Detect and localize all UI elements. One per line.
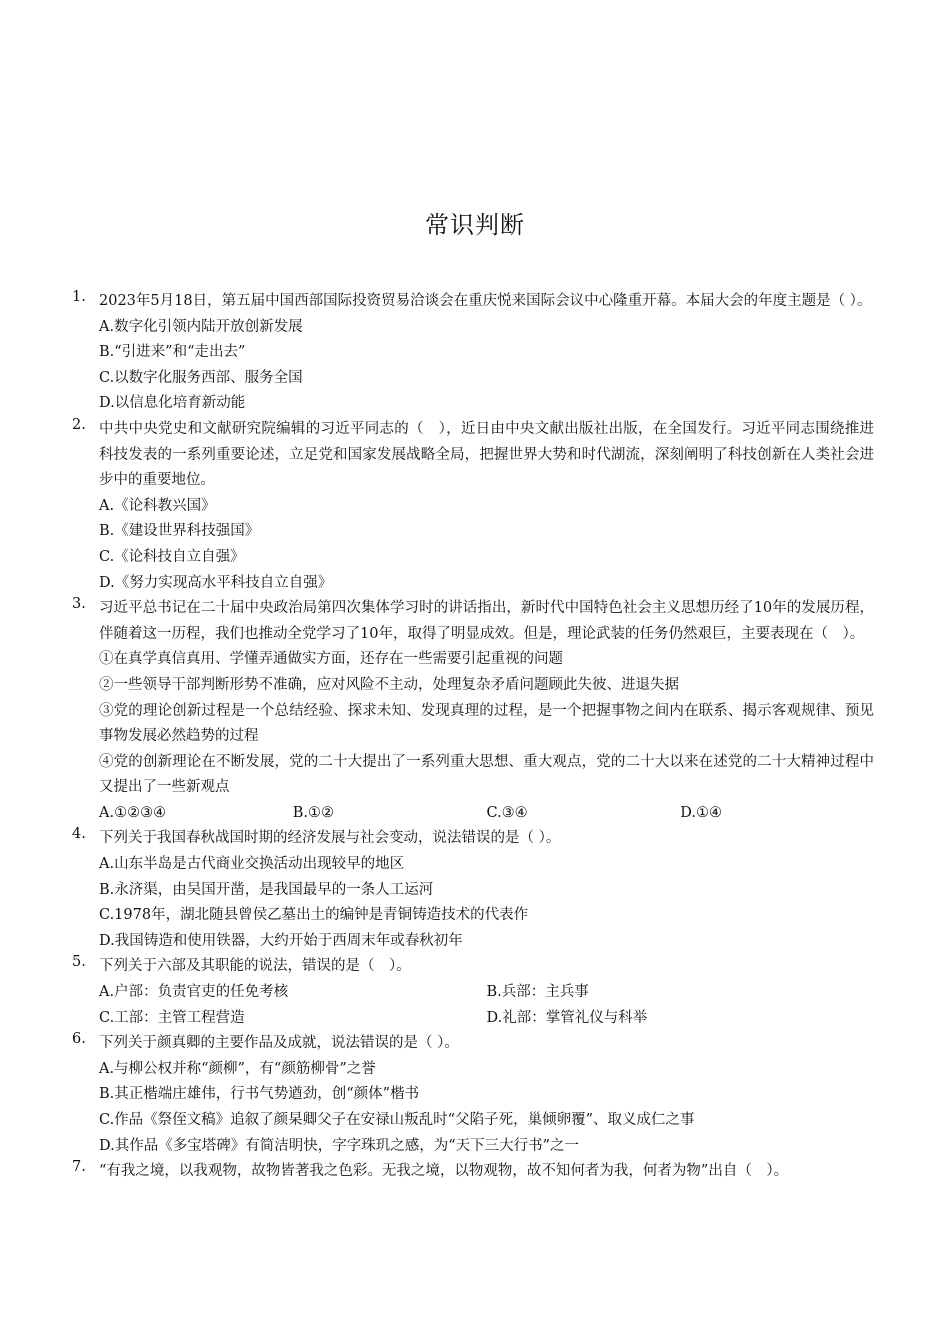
option-a: A.与柳公权并称“颜柳”，有“颜筋柳骨”之誉 — [99, 1060, 376, 1077]
question-stem: 下列关于我国春秋战国时期的经济发展与社会变动，说法错误的是（ ）。 — [99, 830, 561, 847]
question-stem: 习近平总书记在二十届中央政治局第四次集体学习时的讲话指出，新时代中国特色社会主义思想历经了10年的发展历程，伴随着这一历程，我们也推动全党学习了10年，取得了明显成效。但是，理论武装的任务仍然艰巨，主要表现在（ ）。 — [99, 600, 874, 642]
option-a: A.数字化引领内陆开放创新发展 — [99, 318, 303, 335]
question-6 — [70, 1031, 874, 1159]
statement-3: ③党的理论创新过程是一个总结经验、探求未知、发现真理的过程，是一个把握事物之间内在联系、揭示客观规律、预见事物发展必然趋势的过程 — [99, 702, 874, 745]
option-c: C.③④ — [486, 804, 528, 821]
statement-2: ②一些领导干部判断形势不准确，应对风险不主动，处理复杂矛盾问题顾此失彼、进退失据 — [99, 676, 679, 693]
question-stem: 中共中央党史和文献研究院编辑的习近平同志的（ ），近日由中央文献出版社出版，在全国发行。习近平同志围绕推进科技发表的一系列重要论述，立足党和国家发展战略全局，把握世界大势和时代湖流，深刻阐明了科技创新在人类社会进步中的重要地位。 — [99, 420, 874, 489]
question-list — [70, 289, 874, 1185]
option-d: D.礼部：掌管礼仪与科举 — [486, 1009, 648, 1026]
option-a: A.①②③④ — [99, 804, 167, 821]
option-b: B.永济渠，由吴国开凿，是我国最早的一条人工运河 — [99, 881, 434, 898]
question-number: 4. — [72, 826, 86, 843]
option-a: A.山东半岛是古代商业交换活动出现较早的地区 — [99, 856, 405, 873]
option-b: B.兵部：主兵事 — [486, 984, 589, 1001]
question-3 — [70, 596, 874, 826]
question-5 — [70, 954, 874, 1031]
question-number: 5. — [72, 954, 86, 971]
option-c: C.1978年，湖北随县曾侯乙墓出土的编钟是青铜铸造技术的代表作 — [99, 907, 529, 924]
option-c: C.作品《祭侄文稿》追叙了颜杲卿父子在安禄山叛乱时“父陷子死，巢倾卵覆”、取义成仁之事 — [99, 1112, 695, 1128]
question-stem: 下列关于颜真卿的主要作品及成就，说法错误的是（ ）。 — [99, 1035, 459, 1052]
question-stem: 下列关于六部及其职能的说法，错误的是（ ）。 — [99, 958, 411, 975]
option-c: C.工部：主管工程营造 — [99, 1009, 245, 1026]
question-number: 1. — [72, 289, 86, 305]
question-4 — [70, 826, 874, 954]
option-b: B.其正楷端庄雄伟，行书气势遒劲，创“颜体”楷书 — [99, 1086, 420, 1103]
options-row — [99, 1006, 874, 1032]
question-number: 6. — [72, 1031, 86, 1048]
option-b: B.①② — [292, 804, 335, 821]
page-title: 常识判断 — [425, 211, 525, 239]
option-c: C.《论科技自立自强》 — [99, 548, 245, 565]
option-b: B.“引进来”和“走出去” — [99, 344, 246, 361]
question-stem: 2023年5月18日，第五届中国西部国际投资贸易洽谈会在重庆悦来国际会议中心隆重开幕。本届大会的年度主题是（ ）。 — [99, 293, 872, 309]
question-number: 2. — [72, 416, 86, 433]
question-1 — [70, 289, 874, 417]
option-b: B.《建设世界科技强国》 — [99, 523, 260, 540]
question-7 — [70, 1159, 874, 1185]
statement-1: ①在真学真信真用、学懂弄通做实方面，还存在一些需要引起重视的问题 — [99, 651, 563, 668]
options-row — [99, 801, 874, 827]
option-a: A.户部：负责官吏的任免考核 — [99, 984, 289, 1001]
question-number: 7. — [72, 1159, 86, 1176]
option-d: D.其作品《多宝塔碑》有简洁明快，字字珠玑之感，为“天下三大行书”之一 — [99, 1137, 580, 1154]
option-d: D.我国铸造和使用铁器，大约开始于西周末年或春秋初年 — [99, 932, 463, 949]
statement-4: ④党的创新理论在不断发展，党的二十大提出了一系列重大思想、重大观点，党的二十大以来在述党的二十大精神过程中又提出了一些新观点 — [99, 753, 874, 796]
option-c: C.以数字化服务西部、服务全国 — [99, 369, 303, 386]
question-stem: “有我之境，以我观物，故物皆著我之色彩。无我之境，以物观物，故不知何者为我，何者为物”出自（ ）。 — [99, 1163, 789, 1180]
option-d: D.以信息化培育新动能 — [99, 395, 246, 412]
option-a: A.《论科教兴国》 — [99, 497, 216, 514]
option-d: D.《努力实现高水平科技自立自强》 — [99, 574, 333, 591]
question-2 — [70, 417, 874, 596]
option-d: D.①④ — [680, 804, 722, 821]
options-row — [99, 980, 874, 1006]
question-number: 3. — [72, 596, 86, 613]
